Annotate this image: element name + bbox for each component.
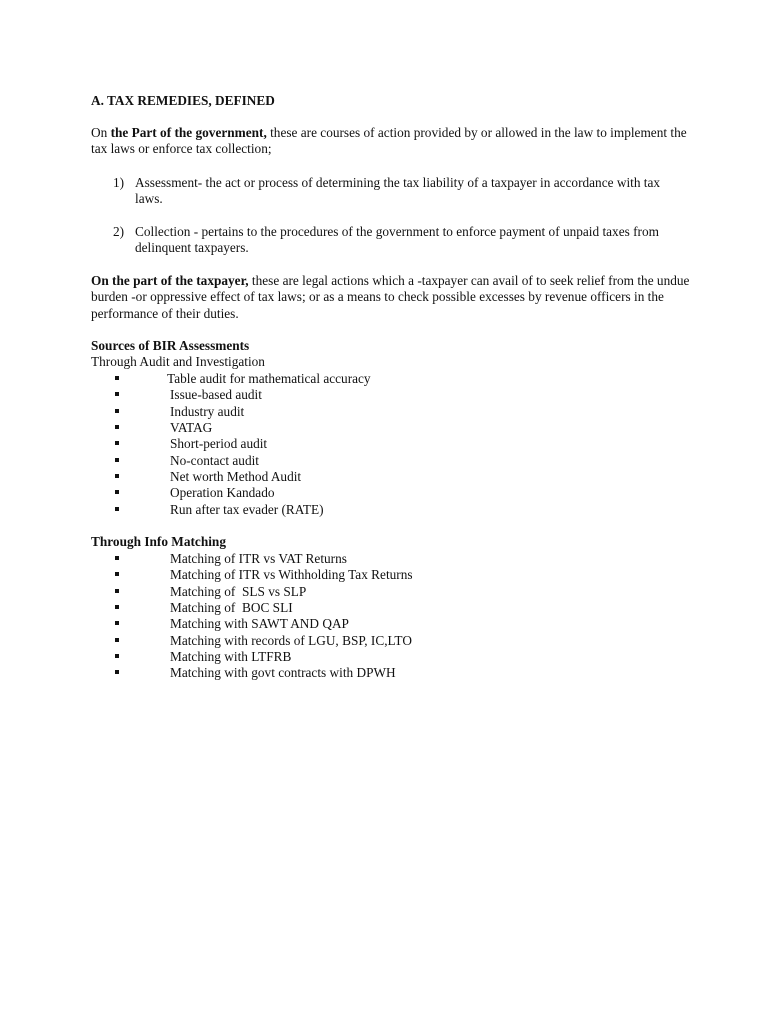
square-bullet-icon — [115, 441, 119, 445]
square-bullet-icon — [115, 409, 119, 413]
list-item-text: Run after tax evader (RATE) — [170, 501, 324, 517]
list-item-text: Industry audit — [170, 403, 245, 419]
list-item-text: Net worth Method Audit — [170, 469, 302, 485]
square-bullet-icon — [115, 474, 119, 478]
item-number: 1) — [113, 175, 125, 190]
item-number: 2) — [113, 224, 125, 239]
list-item-text: Matching with govt contracts with DPWH — [170, 665, 396, 681]
list-item-text: Table audit for mathematical accuracy — [167, 371, 371, 386]
list-item-text: Matching of ITR vs VAT Returns — [170, 551, 347, 566]
square-bullet-icon — [115, 572, 119, 576]
government-bold-phrase: the Part of the government, — [110, 125, 267, 140]
square-bullet-icon — [115, 621, 119, 625]
government-rest: these are courses of action provided by or allowed in the law to implement the tax laws or enforce tax collection; — [91, 125, 687, 157]
square-bullet-icon — [115, 392, 119, 396]
government-lead: On — [91, 125, 111, 140]
square-bullet-icon — [115, 507, 119, 511]
government-paragraph — [91, 125, 691, 158]
square-bullet-icon — [115, 638, 119, 642]
list-item-text: VATAG — [170, 420, 213, 436]
list-item-text: Issue-based audit — [170, 387, 262, 403]
taxpayer-bold-phrase: On the part of the taxpayer, — [91, 273, 249, 288]
taxpayer-rest: these are legal actions which a -taxpayer can avail of to seek relief from the undue burden -or oppressive effect of tax laws; or as a means to check possible excesses by revenue officers in the performance of their duties. — [91, 273, 690, 321]
list-item-text: No-contact audit — [170, 452, 259, 468]
list-item-text: Matching with SAWT AND QAP — [170, 616, 349, 632]
sources-heading: Sources of BIR Assessments — [91, 338, 250, 353]
section-heading: A. TAX REMEDIES, DEFINED — [91, 93, 275, 108]
square-bullet-icon — [115, 556, 119, 560]
item-text: Assessment- the act or process of determining the tax liability of a taxpayer in accordance with tax laws. — [135, 175, 661, 207]
square-bullet-icon — [115, 670, 119, 674]
square-bullet-icon — [115, 376, 119, 380]
list-item-text: Short-period audit — [170, 436, 268, 452]
list-item-text: Matching with records of LGU, BSP, IC,LTO — [170, 632, 412, 648]
list-item-text: Matching of SLS vs SLP — [170, 583, 307, 599]
square-bullet-icon — [115, 425, 119, 429]
item-text: Collection - pertains to the procedures of the government to enforce payment of unpaid taxes from delinquent taxpayers. — [135, 224, 659, 256]
square-bullet-icon — [115, 458, 119, 462]
square-bullet-icon — [115, 654, 119, 658]
list-item-text: Matching with LTFRB — [170, 649, 292, 665]
square-bullet-icon — [115, 589, 119, 593]
list-item-text: Matching of ITR vs Withholding Tax Returns — [170, 567, 413, 583]
list-item-text: Matching of BOC SLI — [170, 600, 293, 616]
info-matching-heading: Through Info Matching — [91, 534, 226, 549]
taxpayer-paragraph — [91, 273, 691, 322]
audit-subheading: Through Audit and Investigation — [91, 354, 265, 369]
square-bullet-icon — [115, 605, 119, 609]
square-bullet-icon — [115, 490, 119, 494]
list-item-text: Operation Kandado — [170, 485, 275, 501]
